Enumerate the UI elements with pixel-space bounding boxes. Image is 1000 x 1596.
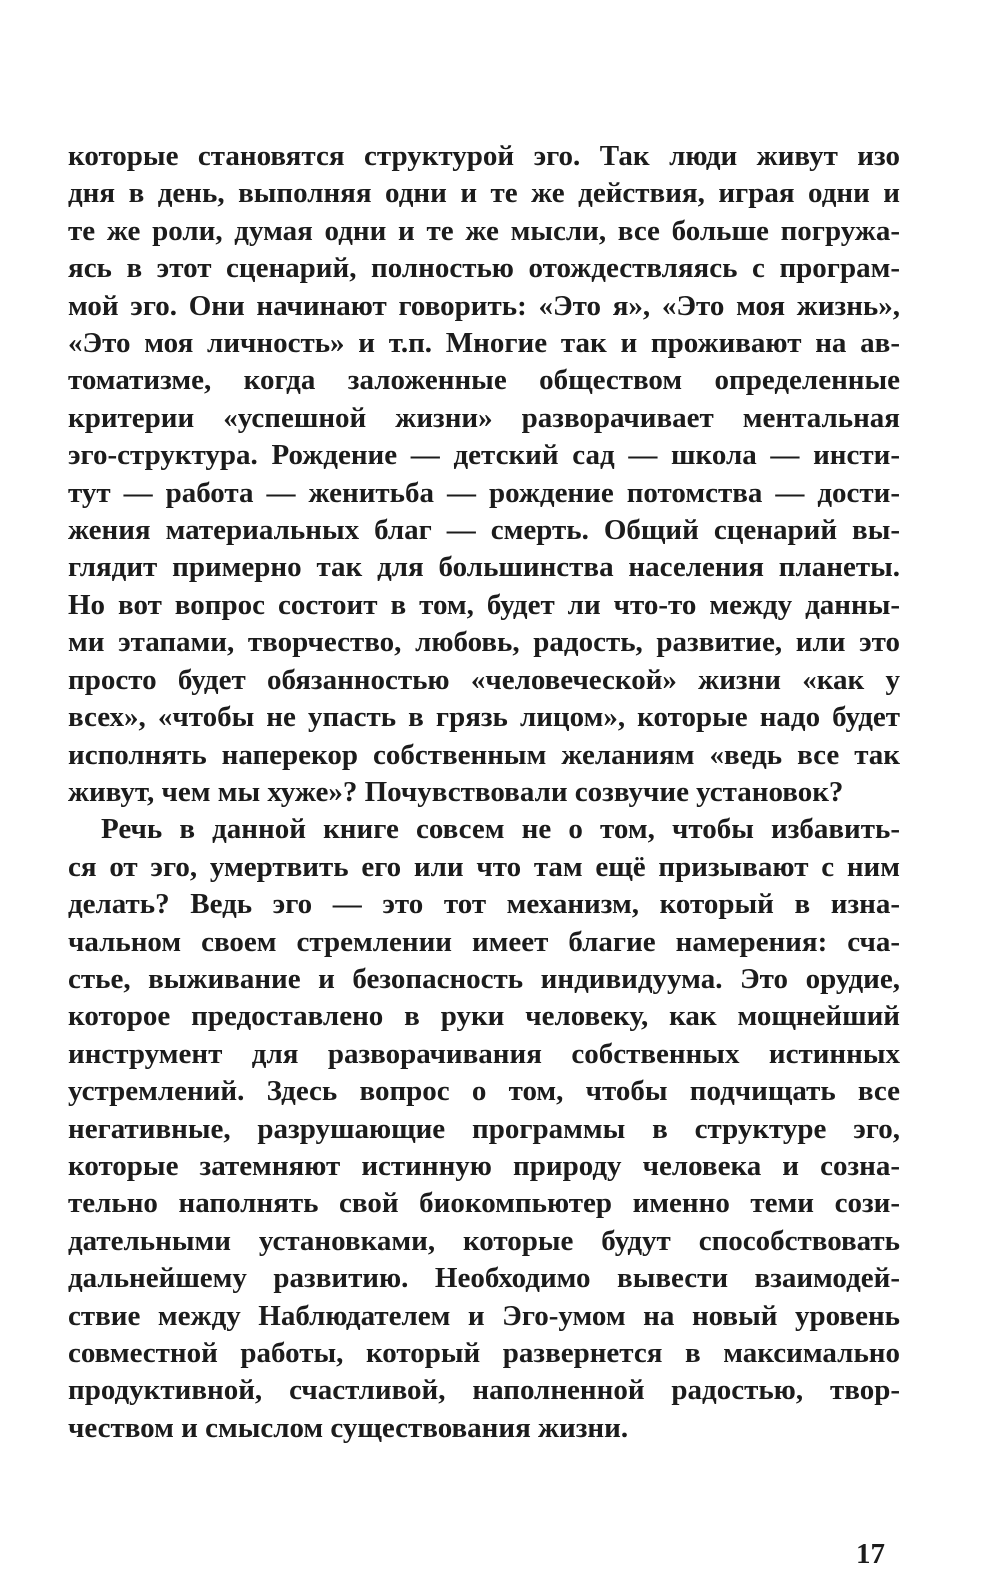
text-line: совместной работы, который развернется в максимально	[68, 1337, 900, 1369]
text-line: ми этапами, творчество, любовь, радость, развитие, или это	[68, 626, 900, 659]
text-line: которые становятся структурой эго. Так люди живут изо	[68, 140, 900, 172]
text-line: «Это моя личность» и т.п. Многие так и проживают на ав-	[68, 327, 900, 360]
text-line: Но вот вопрос состоит в том, будет ли что-то между данны-	[68, 588, 900, 621]
text-line: ясь в этот сценарий, полностью отождествляясь с програм-	[68, 252, 900, 285]
text-line: эго-структура. Рождение — детский сад — школа — инсти-	[68, 439, 900, 472]
text-line: просто будет обязанностью «человеческой» жизни «как у	[68, 663, 900, 696]
text-line: те же роли, думая одни и те же мысли, все больше погружа-	[68, 214, 900, 247]
text-line: живут, чем мы хуже»? Почувствовали созвучие установок?	[68, 775, 844, 808]
text-line: инструмент для разворачивания собственных истинных	[68, 1037, 900, 1070]
text-line: чеством и смыслом существования жизни.	[68, 1411, 629, 1444]
text-line: глядит примерно так для большинства населения планеты.	[68, 551, 900, 584]
text-line: тельно наполнять свой биокомпьютер именно теми сози-	[68, 1187, 900, 1220]
text-line: критерии «успешной жизни» разворачивает ментальная	[68, 401, 900, 434]
paragraph-1	[68, 138, 900, 811]
text-line: Речь в данной книге совсем не о том, чтобы избавить-	[101, 813, 900, 846]
text-line: дня в день, выполняя одни и те же действия, играя одни и	[68, 177, 900, 210]
paragraph-2	[68, 811, 900, 1447]
text-line: которые затемняют истинную природу человека и созна-	[68, 1149, 900, 1182]
text-line: тут — работа — женитьба — рождение потомства — дости-	[68, 476, 900, 509]
text-line: дательными установками, которые будут способствовать	[68, 1224, 900, 1257]
text-line: исполнять наперекор собственным желаниям «ведь все так	[68, 738, 900, 771]
text-line: делать? Ведь эго — это тот механизм, который в изна-	[68, 888, 900, 921]
text-line: чальном своем стремлении имеет благие намерения: сча-	[68, 925, 900, 958]
text-line: дальнейшему развитию. Необходимо вывести взаимодей-	[68, 1262, 900, 1295]
text-line: жения материальных благ — смерть. Общий сценарий вы-	[68, 514, 900, 547]
text-line: всех», «чтобы не упасть в грязь лицом», которые надо будет	[68, 701, 900, 734]
text-line: продуктивной, счастливой, наполненной радостью, твор-	[68, 1374, 900, 1407]
text-line: томатизме, когда заложенные обществом определенные	[68, 364, 900, 397]
text-line: мой эго. Они начинают говорить: «Это я», «Это моя жизнь»,	[68, 289, 900, 322]
text-line: ствие между Наблюдателем и Эго-умом на новый уровень	[68, 1299, 900, 1332]
body-text	[68, 138, 900, 1447]
page-number: 17	[856, 1538, 885, 1570]
text-line: ся от эго, умертвить его или что там ещё призывают с ним	[68, 850, 900, 883]
text-line: устремлений. Здесь вопрос о том, чтобы подчищать все	[68, 1075, 900, 1108]
text-line: негативные, разрушающие программы в структуре эго,	[68, 1112, 900, 1145]
text-line: стье, выживание и безопасность индивидуума. Это орудие,	[68, 962, 900, 995]
text-line: которое предоставлено в руки человеку, как мощнейший	[68, 1000, 900, 1033]
